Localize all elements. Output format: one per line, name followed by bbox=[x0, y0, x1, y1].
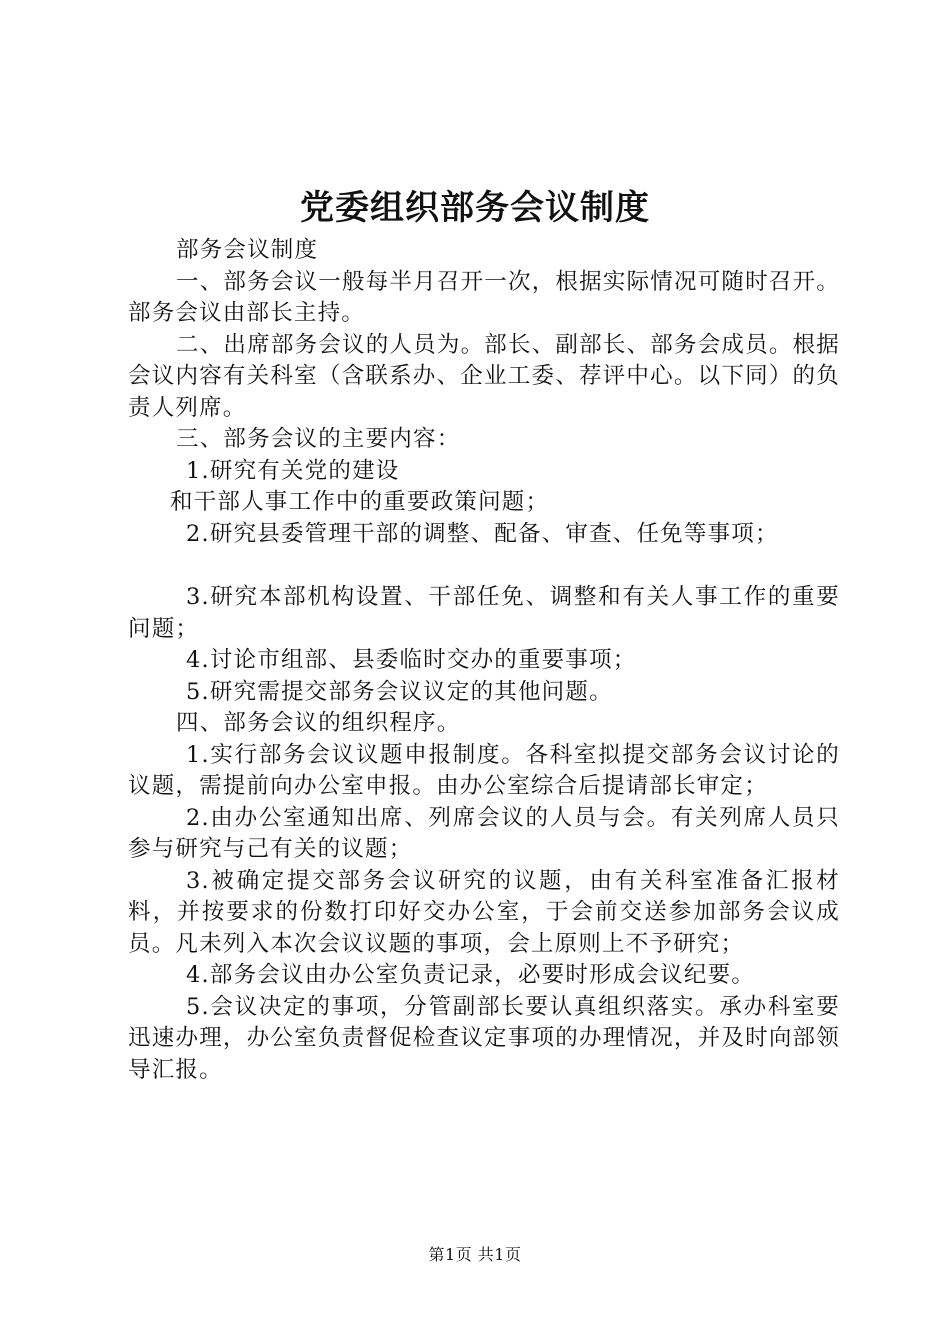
list-item-4-3: 3.被确定提交部务会议研究的议题，由有关科室准备汇报材料，并按要求的份数打印好交办公室，于会前交送参加部务会议成员。凡未列入本次会议议题的事项，会上原则上不予研究； bbox=[128, 867, 840, 957]
list-item-4-5: 5.会议决定的事项，分管副部长要认真组织落实。承办科室要迅速办理，办公室负责督促检查议定事项的办理情况，并及时向部领导汇报。 bbox=[128, 993, 840, 1083]
list-item-3-1a: 1.研究有关党的建设 bbox=[186, 457, 400, 484]
list-item-4-4: 4.部务会议由办公室负责记录，必要时形成会议纪要。 bbox=[186, 962, 755, 988]
list-item-4-2: 2.由办公室通知出席、列席会议的人员与会。有关列席人员只参与研究与己有关的议题； bbox=[128, 804, 840, 862]
list-item-3-3: 3.研究本部机构设置、干部任免、调整和有关人事工作的重要问题； bbox=[128, 584, 840, 642]
list-item-3-2: 2.研究县委管理干部的调整、配备、审查、任免等事项； bbox=[186, 520, 779, 547]
paragraph-heading: 部务会议制度 bbox=[176, 237, 319, 263]
blank-line bbox=[128, 550, 840, 582]
document-body bbox=[128, 235, 840, 1086]
list-item-3-4: 4.讨论市组部、县委临时交办的重要事项； bbox=[186, 647, 637, 673]
paragraph-4: 四、部务会议的组织程序。 bbox=[176, 710, 461, 736]
paragraph-2: 二、出席部务会议的人员为。部长、副部长、部务会成员。根据会议内容有关科室（含联系办、企业工委、荐评中心。以下同）的负责人列席。 bbox=[128, 331, 840, 421]
page-footer: 第1页 共1页 bbox=[428, 1245, 522, 1264]
paragraph-1: 一、部务会议一般每半月召开一次，根据实际情况可随时召开。部务会议由部长主持。 bbox=[128, 268, 840, 326]
list-item-4-1: 1.实行部务会议议题申报制度。各科室拟提交部务会议讨论的议题，需提前向办公室申报。由办公室综合后提请部长审定； bbox=[128, 741, 840, 799]
document-title: 党委组织部务会议制度 bbox=[300, 188, 650, 228]
list-item-3-5: 5.研究需提交部务会议议定的其他问题。 bbox=[186, 678, 613, 705]
list-item-3-1b: 和干部人事工作中的重要政策问题； bbox=[170, 489, 550, 515]
paragraph-3: 三、部务会议的主要内容： bbox=[176, 426, 461, 452]
